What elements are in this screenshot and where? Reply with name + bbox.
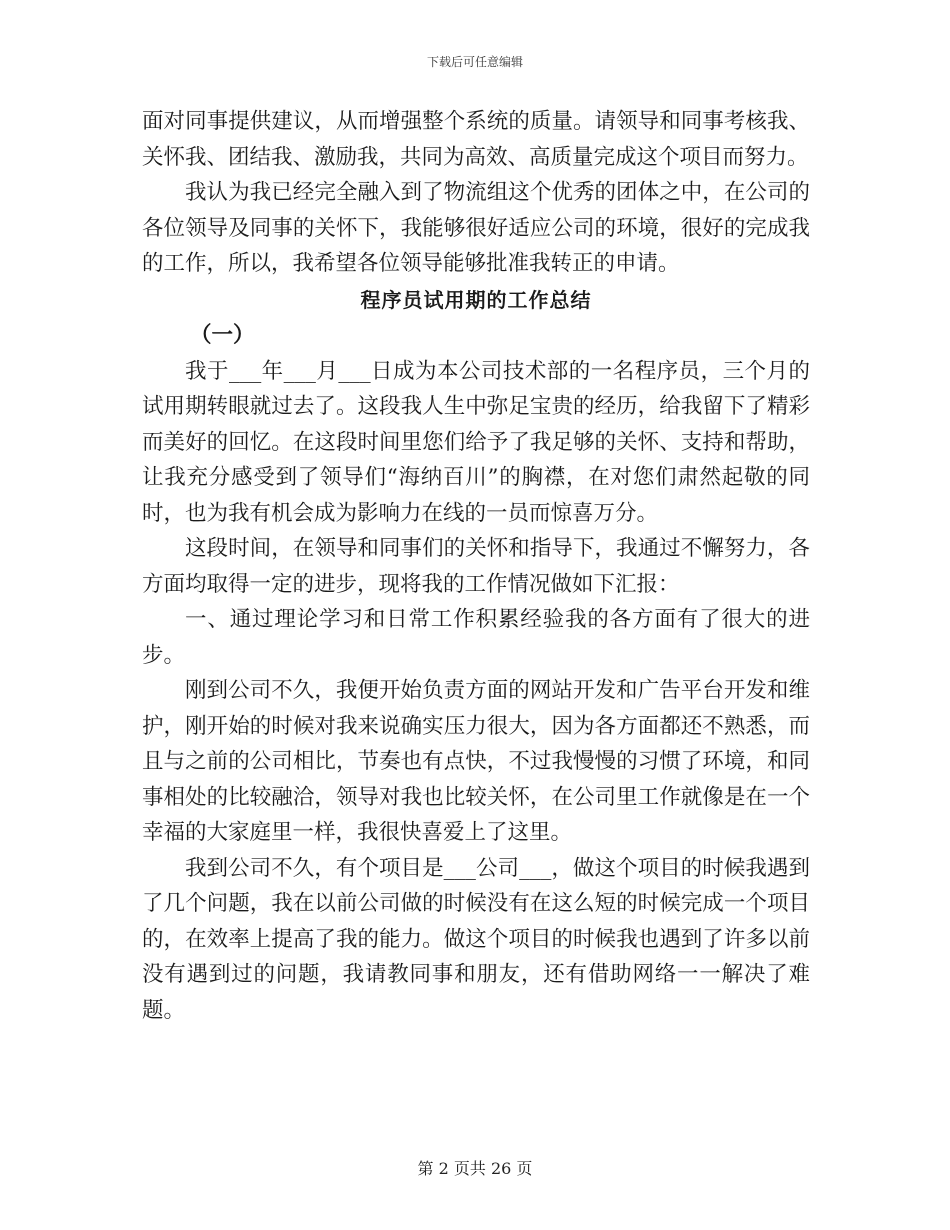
page-footer: 第 2 页共 26 页: [417, 1159, 533, 1178]
document-body: [142, 104, 810, 1028]
paragraph: 一、通过理论学习和日常工作积累经验我的各方面有了很大的进步。: [142, 607, 810, 668]
section-title: 程序员试用期的工作总结: [360, 287, 592, 312]
paragraph: 我到公司不久，有个项目是___公司___，做这个项目的时候我遇到了几个问题，我在以前公司做的时候没有在这么短的时候完成一个项目的，在效率上提高了我的能力。做这个项目的时候我也遇到了许多以前没有遇到过的问题，我请教同事和朋友，还有借助网络一一解决了难题。: [142, 855, 810, 1023]
section-subheading: （一）: [190, 323, 255, 348]
paragraph: 面对同事提供建议，从而增强整个系统的质量。请领导和同事考核我、关怀我、团结我、激励我，共同为高效、高质量完成这个项目而努力。: [142, 109, 810, 170]
paragraph: 刚到公司不久，我便开始负责方面的网站开发和广告平台开发和维护，刚开始的时候对我来说确实压力很大，因为各方面都还不熟悉，而且与之前的公司相比，节奏也有点快，不过我慢慢的习惯了环境，和同事相处的比较融洽，领导对我也比较关怀，在公司里工作就像是在一个幸福的大家庭里一样，我很快喜爱上了这里。: [142, 678, 810, 845]
paragraph: 我于___年___月___日成为本公司技术部的一名程序员，三个月的试用期转眼就过去了。这段我人生中弥足宝贵的经历，给我留下了精彩而美好的回忆。在这段时间里您们给予了我足够的关怀、支持和帮助，让我充分感受到了领导们“海纳百川”的胸襟，在对您们肃然起敬的同时，也为我有机会成为影响力在线的一员而惊喜万分。: [142, 358, 810, 526]
paragraph: 我认为我已经完全融入到了物流组这个优秀的团体之中，在公司的各位领导及同事的关怀下，我能够很好适应公司的环境，很好的完成我的工作，所以，我希望各位领导能够批准我转正的申请。: [142, 180, 810, 276]
page-header: 下载后可任意编辑: [426, 55, 523, 69]
paragraph: 这段时间，在领导和同事们的关怀和指导下，我通过不懈努力，各方面均取得一定的进步，现将我的工作情况做如下汇报：: [142, 536, 810, 597]
